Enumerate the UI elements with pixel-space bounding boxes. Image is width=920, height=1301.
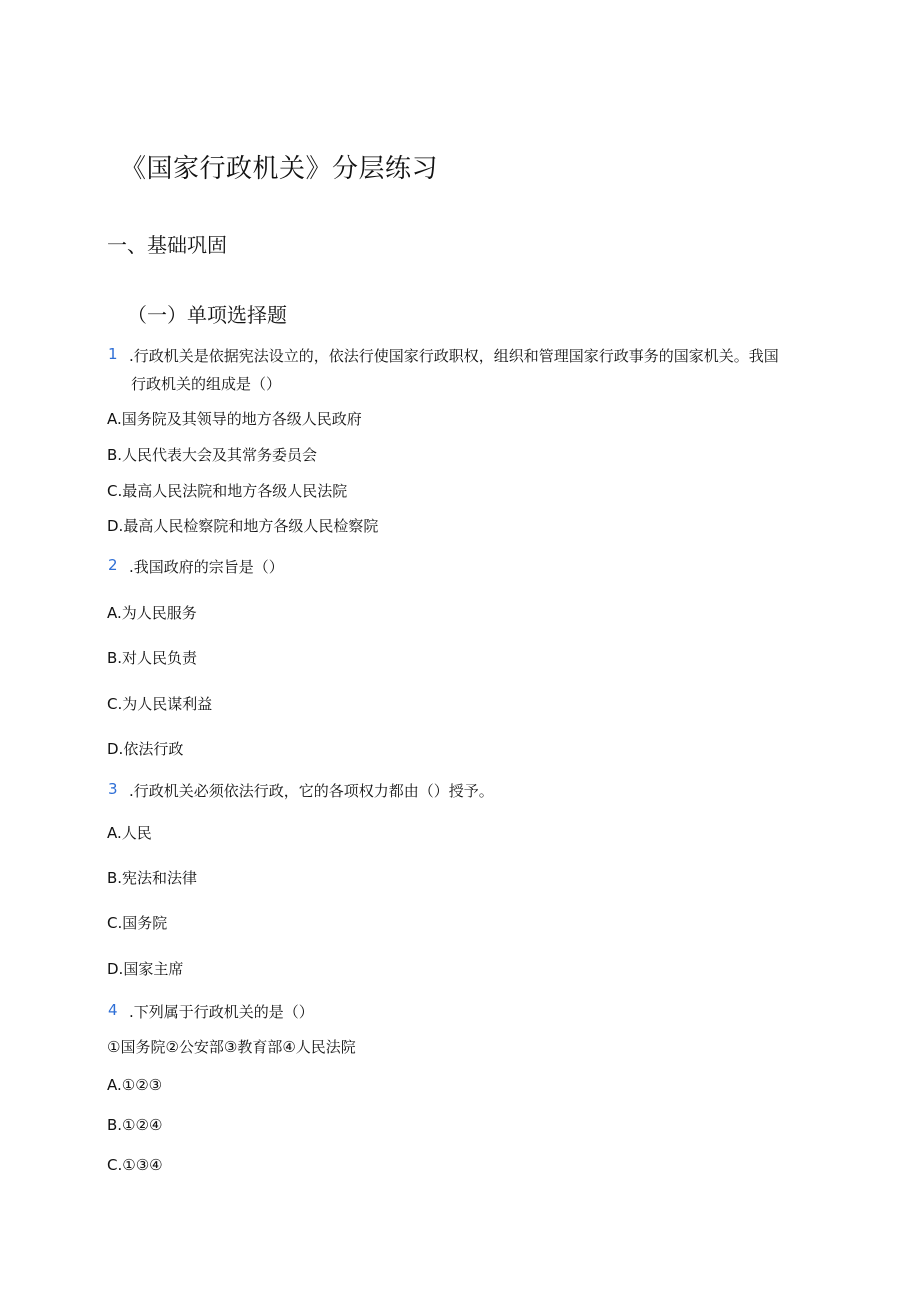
- option-a[interactable]: A.人民: [107, 824, 152, 842]
- option-a[interactable]: A.国务院及其领导的地方各级人民政府: [107, 410, 362, 428]
- option-d[interactable]: D.国家主席: [107, 960, 184, 978]
- question-number: 3: [108, 780, 118, 798]
- option-b[interactable]: B.对人民负责: [107, 649, 198, 667]
- option-b[interactable]: B.宪法和法律: [107, 869, 198, 887]
- option-c[interactable]: C.国务院: [107, 914, 168, 932]
- question-text: .下列属于行政机关的是（）: [129, 1003, 314, 1021]
- option-a[interactable]: A.①②③: [107, 1076, 163, 1094]
- question-number: 2: [108, 556, 118, 574]
- option-c[interactable]: C.为人民谋利益: [107, 695, 213, 713]
- subsection-title: （一）单项选择题: [127, 303, 287, 327]
- option-d[interactable]: D.依法行政: [107, 740, 184, 758]
- document-title: 《国家行政机关》分层练习: [120, 154, 439, 184]
- question-text: .我国政府的宗旨是（）: [129, 558, 284, 576]
- option-c[interactable]: C.最高人民法院和地方各级人民法院: [107, 482, 348, 500]
- question-text: .行政机关必须依法行政，它的各项权力都由（）授予。: [129, 782, 494, 800]
- question-text-continued: 行政机关的组成是（）: [131, 375, 282, 393]
- question-number: 1: [108, 345, 118, 363]
- question-text: .行政机关是依据宪法设立的，依法行使国家行政职权，组织和管理国家行政事务的国家机关。我国: [129, 347, 779, 365]
- option-c[interactable]: C.①③④: [107, 1156, 163, 1174]
- option-b[interactable]: B.①②④: [107, 1116, 163, 1134]
- option-b[interactable]: B.人民代表大会及其常务委员会: [107, 446, 318, 464]
- question-number: 4: [108, 1001, 118, 1019]
- section-title: 一、基础巩固: [107, 233, 227, 257]
- option-a[interactable]: A.为人民服务: [107, 604, 197, 622]
- option-d[interactable]: D.最高人民检察院和地方各级人民检察院: [107, 517, 379, 535]
- question-statement: ①国务院②公安部③教育部④人民法院: [107, 1038, 356, 1056]
